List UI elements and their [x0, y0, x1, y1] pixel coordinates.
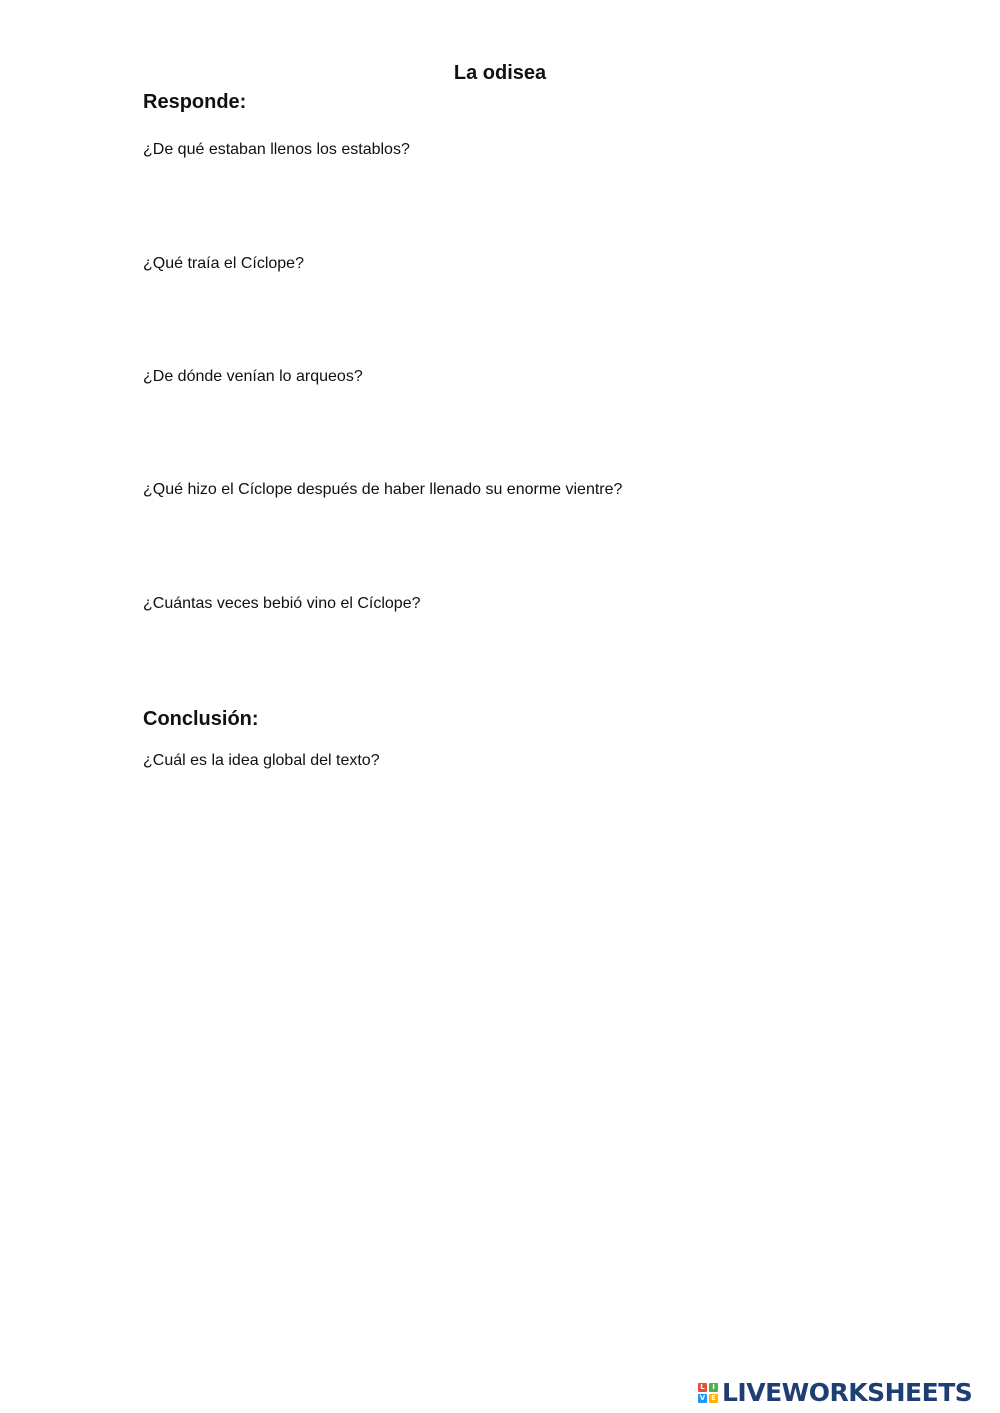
- conclusion-question-1: ¿Cuál es la idea global del texto?: [143, 752, 380, 769]
- question-2: ¿Qué traía el Cíclope?: [143, 255, 304, 272]
- logo-grid-icon: [698, 1383, 718, 1403]
- logo-tile-i: I: [709, 1383, 718, 1392]
- question-1: ¿De qué estaban llenos los establos?: [143, 141, 410, 158]
- section-heading-conclusion: Conclusión:: [143, 708, 259, 730]
- section-heading-responde: Responde:: [143, 91, 247, 113]
- logo-tile-l: L: [698, 1383, 707, 1392]
- logo-text: LIVEWORKSHEETS: [722, 1378, 973, 1407]
- question-4: ¿Qué hizo el Cíclope después de haber llenado su enorme vientre?: [143, 481, 623, 498]
- page-title: La odisea: [453, 62, 547, 84]
- liveworksheets-logo: [698, 1378, 972, 1408]
- question-3: ¿De dónde venían lo arqueos?: [143, 368, 363, 385]
- logo-tile-e: E: [709, 1394, 718, 1403]
- question-5: ¿Cuántas veces bebió vino el Cíclope?: [143, 595, 421, 612]
- logo-tile-v: V: [699, 1394, 706, 1402]
